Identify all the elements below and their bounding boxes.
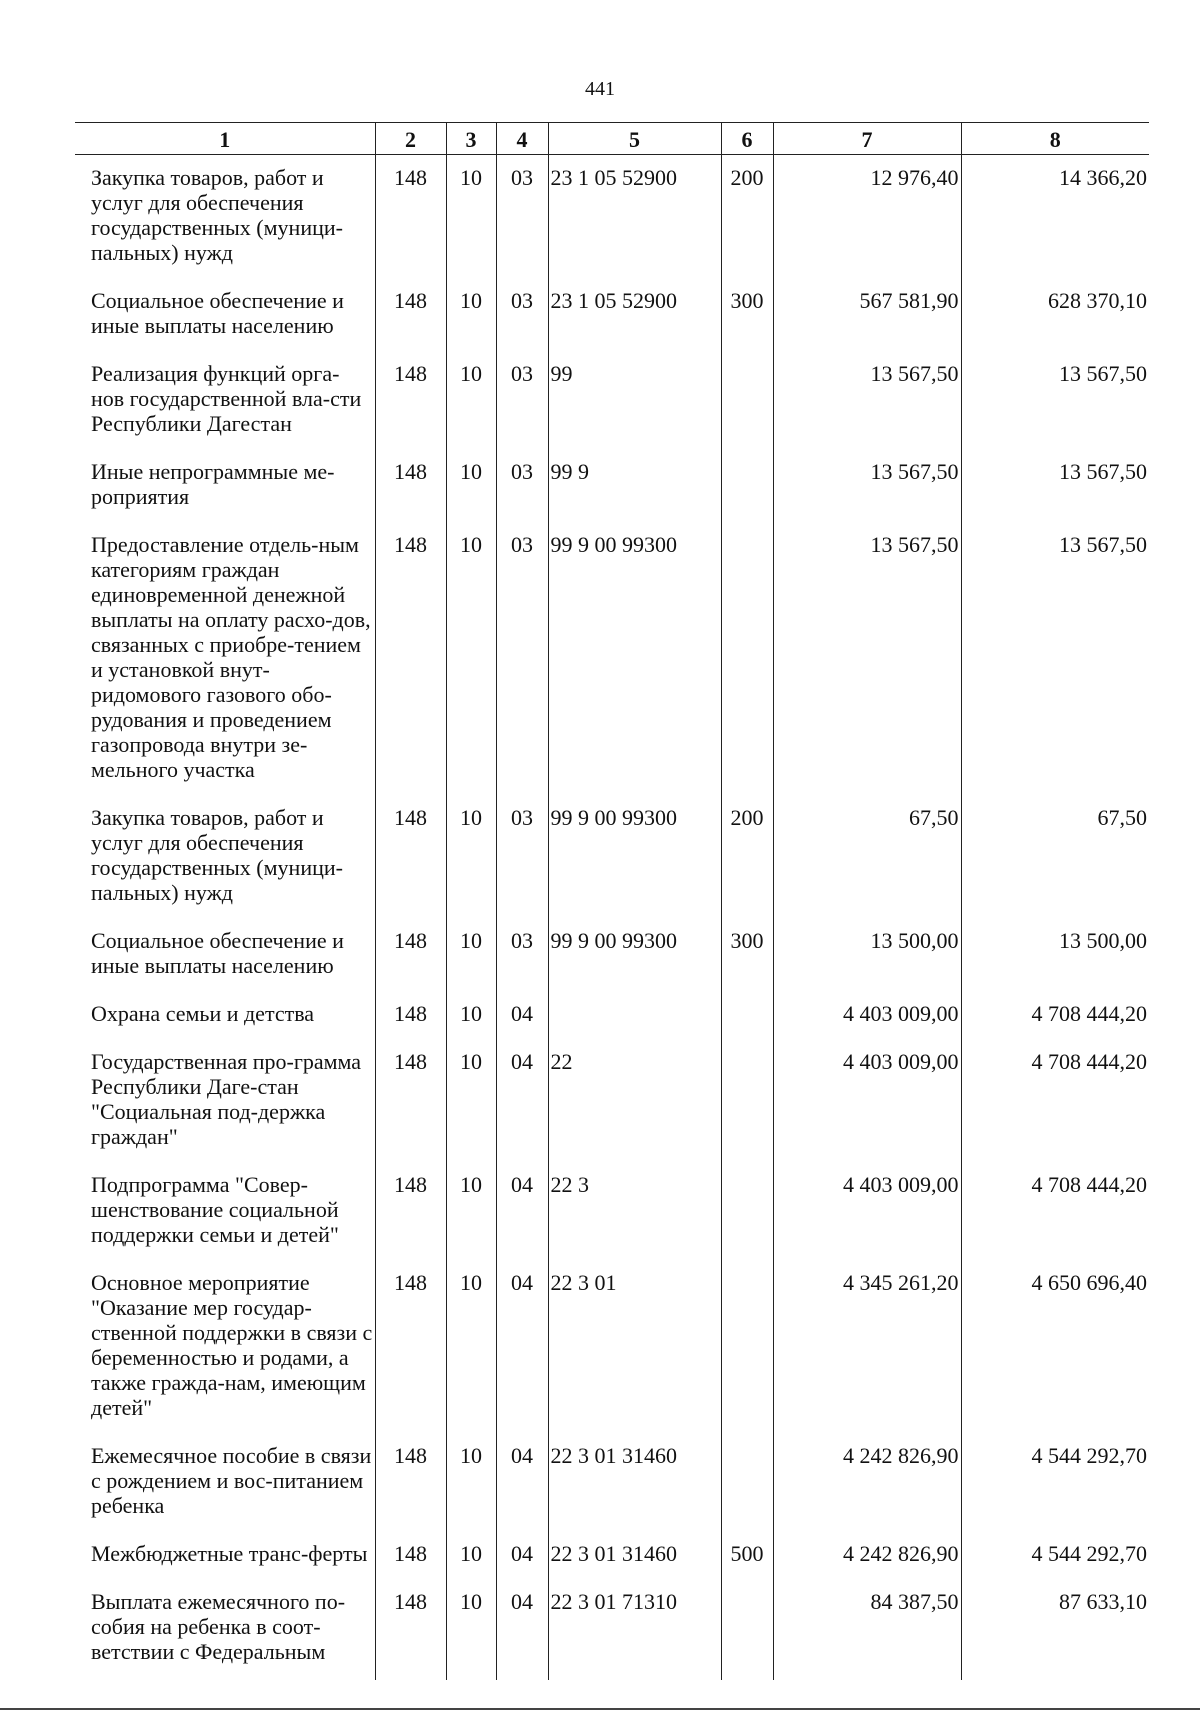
table-row [75, 278, 1149, 351]
row-col-6 [721, 1433, 773, 1531]
row-col-6 [721, 991, 773, 1039]
row-col-3: 10 [446, 1531, 496, 1579]
row-col-2: 148 [375, 1039, 446, 1162]
row-col-2: 148 [375, 1579, 446, 1680]
row-col-6: 300 [721, 918, 773, 991]
header-col-4: 4 [496, 123, 548, 155]
row-name: Выплата ежемесячного по-собия на ребенка в соот-ветствии с Федеральным [91, 1589, 346, 1664]
row-col-7: 567 581,90 [773, 278, 961, 351]
header-col-2: 2 [375, 123, 446, 155]
row-col-8: 13 567,50 [961, 351, 1149, 449]
row-col-2: 148 [375, 155, 446, 279]
row-col-2: 148 [375, 991, 446, 1039]
row-col-6 [721, 449, 773, 522]
row-col-4: 04 [496, 1039, 548, 1162]
row-col-5: 22 3 01 [548, 1260, 721, 1433]
row-col-5: 22 3 01 71310 [548, 1579, 721, 1680]
row-col-6 [721, 351, 773, 449]
row-col-5: 22 [548, 1039, 721, 1162]
row-col-4: 03 [496, 449, 548, 522]
row-col-3: 10 [446, 522, 496, 795]
header-col-7: 7 [773, 123, 961, 155]
row-name: Реализация функций орга-нов государственной вла-сти Республики Дагестан [91, 361, 362, 436]
row-col-4: 04 [496, 1260, 548, 1433]
table-row [75, 155, 1149, 279]
row-col-6: 500 [721, 1531, 773, 1579]
row-name: Иные непрограммные ме-роприятия [91, 459, 335, 509]
table-row [75, 1039, 1149, 1162]
row-col-6 [721, 1162, 773, 1260]
row-col-7: 67,50 [773, 795, 961, 918]
row-col-5: 22 3 [548, 1162, 721, 1260]
row-col-4: 03 [496, 278, 548, 351]
table-row [75, 449, 1149, 522]
row-col-2: 148 [375, 278, 446, 351]
row-col-5: 99 9 00 99300 [548, 795, 721, 918]
row-col-7: 4 403 009,00 [773, 991, 961, 1039]
table-body [75, 155, 1149, 1681]
table-row [75, 991, 1149, 1039]
row-col-7: 4 403 009,00 [773, 1039, 961, 1162]
row-col-8: 628 370,10 [961, 278, 1149, 351]
budget-table [75, 122, 1149, 1680]
row-col-8: 87 633,10 [961, 1579, 1149, 1680]
header-col-6: 6 [721, 123, 773, 155]
row-col-4: 03 [496, 522, 548, 795]
row-name: Межбюджетные транс-ферты [91, 1541, 368, 1566]
row-name: Основное мероприятие "Оказание мер государ-ственной поддержки в связи с беременностью и родами, а также гражда-нам, имеющим детей" [91, 1270, 373, 1420]
row-col-2: 148 [375, 1433, 446, 1531]
page-number: 441 [585, 78, 615, 100]
row-col-8: 4 544 292,70 [961, 1433, 1149, 1531]
row-name: Ежемесячное пособие в связи с рождением и вос-питанием ребенка [91, 1443, 372, 1518]
row-col-7: 13 567,50 [773, 351, 961, 449]
row-col-7: 4 403 009,00 [773, 1162, 961, 1260]
row-name: Подпрограмма "Совер-шенствование социальной поддержки семьи и детей" [91, 1172, 339, 1247]
table-row [75, 1531, 1149, 1579]
row-col-8: 4 708 444,20 [961, 991, 1149, 1039]
row-col-2: 148 [375, 1162, 446, 1260]
row-col-3: 10 [446, 1039, 496, 1162]
table-row [75, 1579, 1149, 1680]
header-col-5: 5 [548, 123, 721, 155]
row-col-8: 14 366,20 [961, 155, 1149, 279]
row-col-6: 200 [721, 795, 773, 918]
row-col-8: 13 500,00 [961, 918, 1149, 991]
header-row [75, 123, 1149, 155]
row-col-3: 10 [446, 1579, 496, 1680]
row-col-8: 4 650 696,40 [961, 1260, 1149, 1433]
row-col-5: 23 1 05 52900 [548, 278, 721, 351]
row-col-4: 03 [496, 918, 548, 991]
row-name: Предоставление отдель-ным категориям граждан единовременной денежной выплаты на оплату расхо-дов, связанных с приобре-тением и установкой внут-ридомового газового обо-рудования и проведением газопровода внутри зе-мельного участка [91, 532, 371, 782]
header-col-3: 3 [446, 123, 496, 155]
row-name: Государственная про-грамма Республики Даге-стан "Социальная под-держка граждан" [91, 1049, 362, 1149]
table-row [75, 522, 1149, 795]
row-col-8: 4 544 292,70 [961, 1531, 1149, 1579]
row-col-4: 04 [496, 1579, 548, 1680]
row-col-3: 10 [446, 351, 496, 449]
row-col-5: 99 9 00 99300 [548, 522, 721, 795]
row-col-8: 67,50 [961, 795, 1149, 918]
row-col-7: 84 387,50 [773, 1579, 961, 1680]
header-col-8: 8 [961, 123, 1149, 155]
row-name: Закупка товаров, работ и услуг для обеспечения государственных (муници-пальных) нужд [91, 805, 343, 905]
row-col-3: 10 [446, 449, 496, 522]
row-col-4: 03 [496, 351, 548, 449]
row-col-4: 04 [496, 1531, 548, 1579]
row-name: Охрана семьи и детства [91, 1001, 315, 1026]
row-col-6 [721, 1260, 773, 1433]
row-col-3: 10 [446, 795, 496, 918]
row-col-8: 13 567,50 [961, 449, 1149, 522]
row-col-7: 13 567,50 [773, 522, 961, 795]
row-col-3: 10 [446, 1162, 496, 1260]
row-col-6: 200 [721, 155, 773, 279]
table-row [75, 351, 1149, 449]
row-col-3: 10 [446, 1260, 496, 1433]
row-col-7: 13 500,00 [773, 918, 961, 991]
table-row [75, 918, 1149, 991]
row-col-7: 4 242 826,90 [773, 1531, 961, 1579]
row-col-3: 10 [446, 991, 496, 1039]
row-col-3: 10 [446, 1433, 496, 1531]
row-col-3: 10 [446, 155, 496, 279]
page-bottom-edge [0, 1708, 1200, 1710]
row-col-5: 23 1 05 52900 [548, 155, 721, 279]
row-col-2: 148 [375, 351, 446, 449]
row-col-4: 03 [496, 155, 548, 279]
row-col-6 [721, 1039, 773, 1162]
row-col-5: 22 3 01 31460 [548, 1531, 721, 1579]
table-header [75, 123, 1149, 155]
row-col-8: 13 567,50 [961, 522, 1149, 795]
row-col-5 [548, 991, 721, 1039]
row-col-2: 148 [375, 918, 446, 991]
row-col-5: 99 9 [548, 449, 721, 522]
row-col-6 [721, 522, 773, 795]
row-col-7: 12 976,40 [773, 155, 961, 279]
row-col-8: 4 708 444,20 [961, 1162, 1149, 1260]
table-row [75, 1162, 1149, 1260]
row-col-3: 10 [446, 278, 496, 351]
row-col-3: 10 [446, 918, 496, 991]
row-col-4: 04 [496, 1162, 548, 1260]
row-col-4: 04 [496, 1433, 548, 1531]
row-col-5: 22 3 01 31460 [548, 1433, 721, 1531]
header-col-1: 1 [75, 123, 375, 155]
row-col-8: 4 708 444,20 [961, 1039, 1149, 1162]
table-row [75, 795, 1149, 918]
row-col-2: 148 [375, 522, 446, 795]
row-name: Закупка товаров, работ и услуг для обеспечения государственных (муници-пальных) нужд [91, 165, 343, 265]
row-col-7: 4 345 261,20 [773, 1260, 961, 1433]
row-col-5: 99 [548, 351, 721, 449]
row-col-4: 04 [496, 991, 548, 1039]
row-col-2: 148 [375, 1531, 446, 1579]
row-col-2: 148 [375, 1260, 446, 1433]
row-col-2: 148 [375, 449, 446, 522]
row-col-6 [721, 1579, 773, 1680]
row-col-7: 4 242 826,90 [773, 1433, 961, 1531]
row-col-2: 148 [375, 795, 446, 918]
row-col-6: 300 [721, 278, 773, 351]
row-col-4: 03 [496, 795, 548, 918]
table-row [75, 1260, 1149, 1433]
row-name: Социальное обеспечение и иные выплаты населению [91, 928, 344, 978]
table-row [75, 1433, 1149, 1531]
row-name: Социальное обеспечение и иные выплаты населению [91, 288, 344, 338]
row-col-7: 13 567,50 [773, 449, 961, 522]
row-col-5: 99 9 00 99300 [548, 918, 721, 991]
